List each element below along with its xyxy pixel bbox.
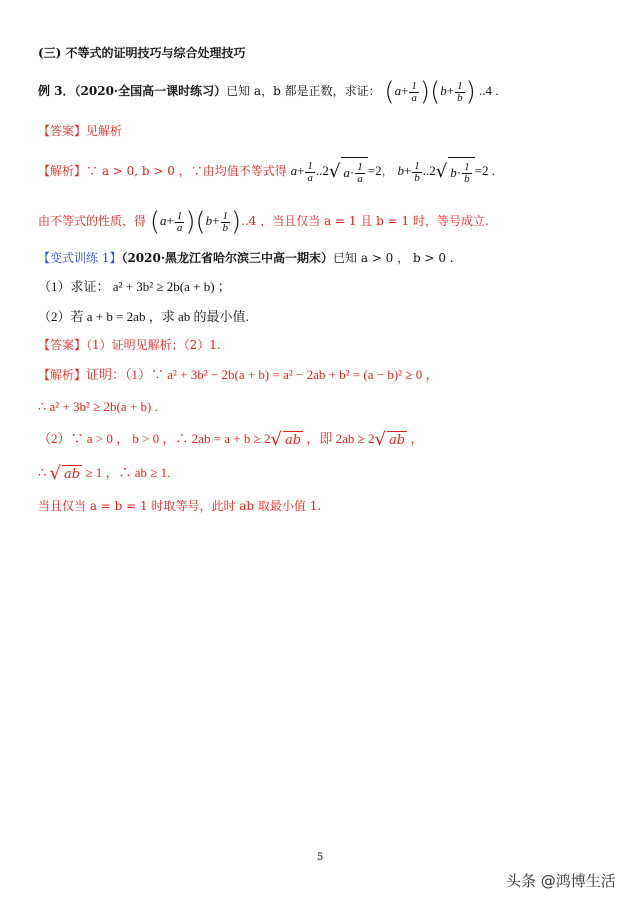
variant-source: （2020·黑龙江省哈尔滨三中高一期末） xyxy=(121,251,334,265)
l4-b: ab xyxy=(64,466,81,482)
analysis-1-line-1 xyxy=(38,156,495,188)
variant-q2: （2）若 a + b = 2ab ，求 ab 的最小值. xyxy=(38,309,249,324)
example-claim: (a+ $\frac{1}{a}$ )(b+ $\frac{1}{b}$ ) xyxy=(384,77,476,108)
example-label: 例 3． xyxy=(38,84,75,98)
analysis-2-line-1 xyxy=(38,366,438,384)
analysis-1-line-2 xyxy=(38,206,489,236)
section-heading: (三) 不等式的证明技巧与综合处理技巧 xyxy=(38,46,246,60)
variant-stem: 已知 a > 0 ， b > 0 . xyxy=(333,251,454,265)
l3-c: ，即 2ab ≥ 2 xyxy=(303,431,375,446)
l3-d: ab xyxy=(388,432,406,448)
answer-2-tag: 【答案】 xyxy=(38,338,87,352)
answer-2-text: （1）证明见解析；（2）1. xyxy=(86,338,221,352)
example-claim-tail: ..4 . xyxy=(478,83,499,98)
answer-tag: 【答案】 xyxy=(38,124,87,138)
variant-heading xyxy=(38,249,454,267)
answer-2 xyxy=(38,336,221,354)
analysis-2-line-2: ∴ a² + 3b² ≥ 2b(a + b) . xyxy=(38,399,158,414)
product-expr: (a+ $\frac{1}{a}$ )(b+ $\frac{1}{b}$ ) xyxy=(149,207,242,238)
example-stem: 已知 a，b 都是正数，求证： xyxy=(226,84,381,98)
watermark: 头条 @鸿博生活 xyxy=(506,872,616,890)
analysis-2-line-3: （2）∵ a > 0 ， b > 0 ，∴ 2ab = a + b ≥ 2√ ab ，即 2ab ≥ 2√ ab ， xyxy=(38,429,424,451)
analysis-sep: ， xyxy=(381,164,394,178)
property-text: 由不等式的性质，得 xyxy=(38,214,147,228)
l4-c: ≥ 1 ，∴ ab ≥ 1. xyxy=(82,465,171,480)
variant-q1: （1）求证： a² + 3b² ≥ 2b(a + b) ； xyxy=(38,279,231,294)
analysis-cond: ∵ a > 0, b > 0 ，∵由均值不等式得 xyxy=(86,164,287,178)
l3-a: （2）∵ a > 0 ， b > 0 ，∴ 2ab = a + b ≥ 2 xyxy=(38,431,271,446)
am-gm-a: a+ $\frac{1}{a}$ ..2√ a· $\frac{1}{a}$ =2 xyxy=(291,163,382,178)
l3-e: ， xyxy=(407,431,424,446)
am-gm-b: b+ $\frac{1}{b}$ ..2√ b· $\frac{1}{b}$ =2 . xyxy=(397,163,495,178)
analysis-2-line-4: ∴ √ ab ≥ 1 ，∴ ab ≥ 1. xyxy=(38,463,171,485)
equality-condition: ..4 ，当且仅当 a = 1 且 b = 1 时，等号成立. xyxy=(241,214,489,228)
l4-a: ∴ xyxy=(38,465,50,480)
analysis-2-tag: 【解析】 xyxy=(38,368,87,382)
analysis-2-l1: 证明：（1）∵ a² + 3b² − 2b(a + b) = a² − 2ab + b² = (a − b)² ≥ 0 ， xyxy=(86,367,439,382)
analysis-tag: 【解析】 xyxy=(38,164,87,178)
example-source: （2020·全国高一课时练习） xyxy=(74,84,227,98)
example-3 xyxy=(38,76,498,106)
page-number: 5 xyxy=(316,852,324,863)
l3-b: ab xyxy=(285,432,302,448)
analysis-2-line-5: 当且仅当 a = b = 1 时取等号，此时 ab 取最小值 1. xyxy=(38,499,322,513)
answer-text: 见解析 xyxy=(86,124,123,138)
variant-label: 【变式训练 1】 xyxy=(38,251,122,265)
answer-1 xyxy=(38,122,122,140)
